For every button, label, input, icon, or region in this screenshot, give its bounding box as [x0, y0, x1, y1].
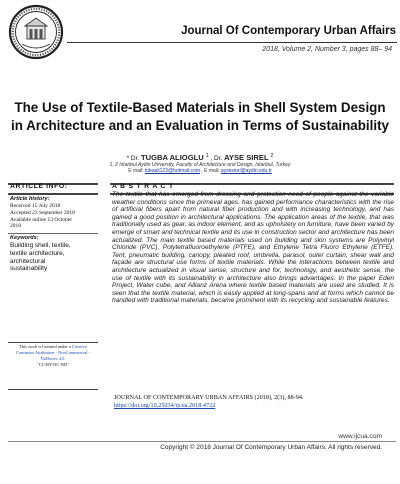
license-prefix: This work is licensed under a	[19, 344, 71, 349]
email-label-1: E mail:	[128, 168, 144, 174]
keywords-label: Keywords:	[10, 235, 39, 241]
received-date: Received 15 July 2018	[10, 203, 61, 209]
email-label-2: , E mail:	[201, 168, 220, 174]
paper-title: The Use of Textile-Based Materials in Shell System Design in Architecture and an Evaluation in Terms of Sustainability	[11, 100, 389, 133]
doi-link[interactable]: https://doi.org/10.25034/ijcua.2018.4722	[114, 402, 216, 409]
website-url[interactable]: www.ijcua.com	[338, 433, 382, 440]
license-code: "CC-BY-NC-ND"	[37, 362, 69, 367]
affiliation: 1, 2 Istanbul Aydin University, Faculty of Architecture and Design, Istanbul, Turkey	[109, 162, 291, 168]
keywords-list	[10, 242, 96, 273]
keyword-line: sustainability	[10, 265, 48, 273]
keyword-line: Building shell, textile,	[10, 242, 71, 249]
author2-name: AYSE SIREL	[224, 153, 269, 163]
journal-title: Journal Of Contemporary Urban Affairs	[181, 25, 396, 37]
available-date: Available online 13 October	[10, 216, 73, 223]
email-link-1[interactable]: tubaali123@hotmail.com	[144, 168, 200, 174]
keyword-line: textile architecture,	[10, 249, 65, 257]
abstract-body: The textile that has emerged from dressing and protection need of people against the variable weather conditions since the primeval ages, has gained performance characteristics with the rise of artificial fibers apart from natural fiber production and with increasing technology, and has gained a good position in architectural applications. The application areas of the textile, that was traditionally used as gear, as indoor element, and as upholstery on furniture, have been varied by emerge of smart and technical textile and its use in construction sector and architecture has been actualized. The main textile based materials used on building and skin systems are Polyvinyl Chloride (PVC), Polytetrafluoroethylene (PTFE), and Ethylene Tetra Fluoro Ethylene (ETFE). Tent, pneumatic building, canopy, pleated roof, umbrella, parasol, outer curtain, shear wall and façade are structural use forms of textile materials. While the interactions between textile and architecture actualized in visual sense, structure and for, technology, and aesthetic sense, the use of textile with its sustainability in architecture also brings advantages. In the paper Eden Project, Water cube, and Allianz Arena where textile based materials are used are studied. It is seen that the textile material, which is easily applied at long-spans and at forms which cannot be handled with traditional materials, became prominent with its recycling and sustainable features.	[112, 191, 394, 305]
keyword-line: architectural	[10, 257, 46, 265]
author1-sup: 1	[205, 153, 209, 159]
header-divider	[67, 42, 397, 43]
citation-text: JOURNAL OF CONTEMPORARY URBAN AFFAIRS (2018), 2(3), 88-94.	[114, 394, 304, 401]
license-link[interactable]: Creative Commons Attribution - NonCommercial - NoDerivs 4.0.	[16, 344, 90, 361]
available-year: 2018	[10, 223, 21, 230]
abstract-heading: A B S T R A C T	[112, 182, 174, 190]
footer-divider	[8, 441, 396, 442]
author1-name: TUGBA ALIOGLU	[141, 153, 204, 163]
copyright-notice: Copyright © 2018 Journal Of Contemporary Urban Affairs. All rights reserved.	[160, 444, 382, 451]
author2-prefix: , Dr.	[210, 155, 223, 163]
keywords-divider	[8, 233, 98, 234]
history-label: Article history:	[10, 196, 50, 202]
issue-line: 2018, Volume 2, Number 3, pages 88– 94	[262, 46, 392, 53]
author-emails	[0, 168, 400, 174]
accepted-date: Accepted 23 September 2018	[10, 209, 75, 216]
author2-sup: 2	[270, 153, 274, 159]
license-notice	[10, 344, 96, 368]
email-link-2[interactable]: aysesirel@aydin.edu.tr	[220, 168, 272, 174]
citation-block	[114, 394, 394, 410]
article-info-heading: ARTICLE INFO:	[10, 182, 68, 190]
author-line	[0, 153, 400, 162]
author1-prefix: * Dr.	[126, 155, 140, 163]
